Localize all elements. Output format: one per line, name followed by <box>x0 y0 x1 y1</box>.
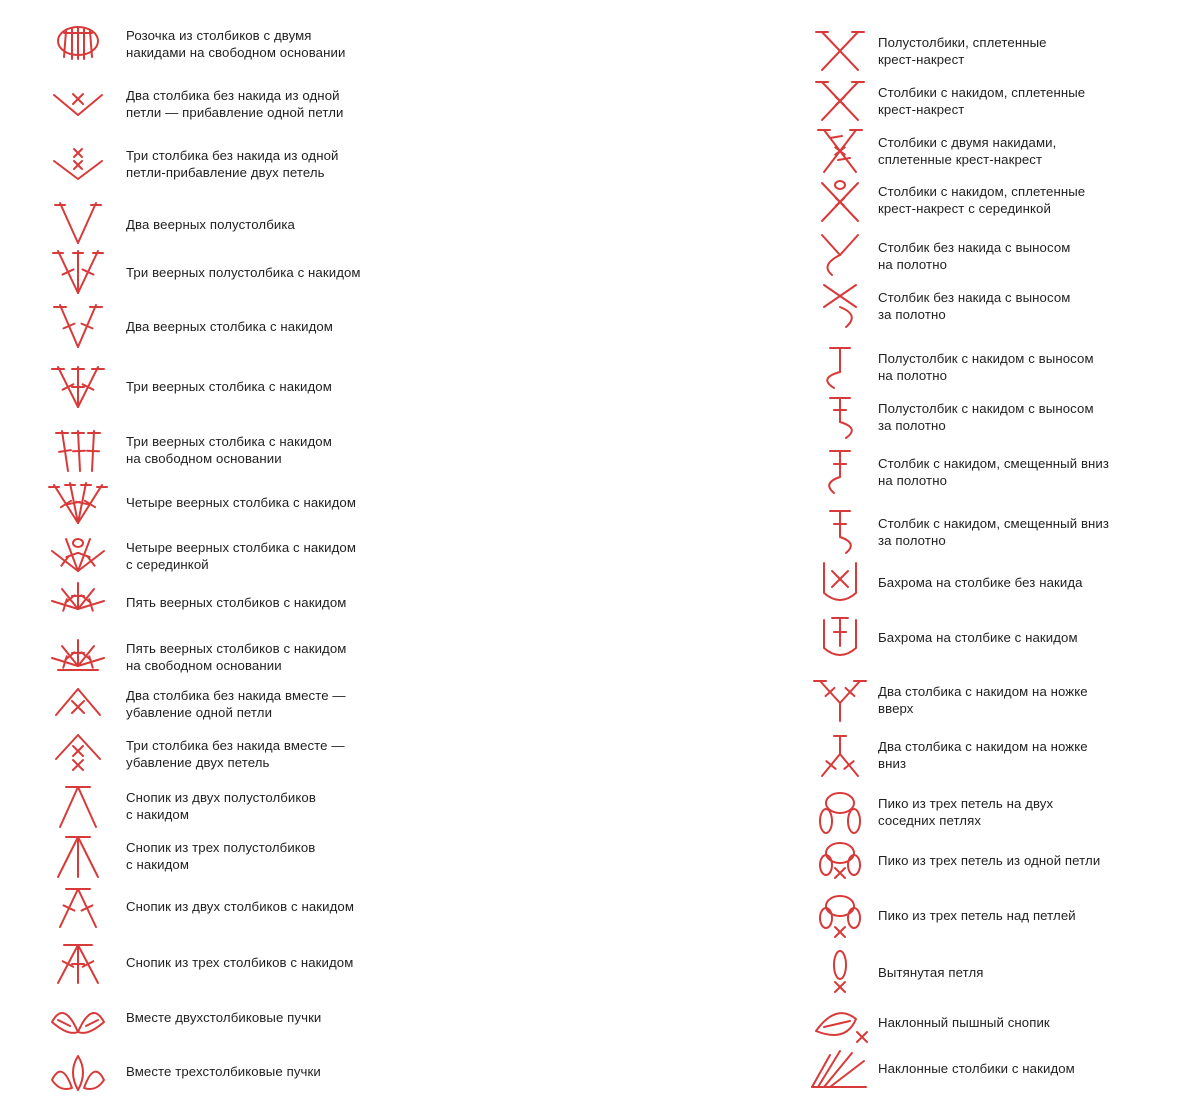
legend-label-line: за полотно <box>878 533 946 548</box>
legend-label-line: Снопик из двух столбиков с накидом <box>126 898 354 914</box>
legend-label <box>126 87 396 121</box>
legend-label-line: Столбик с накидом, смещенный вниз <box>878 456 1110 471</box>
legend-label-line: на полотно <box>878 368 948 383</box>
legend-label <box>126 27 396 61</box>
legend-label-line: Столбик с накидом, смещенный вниз <box>878 516 1110 531</box>
legend-label-line: сплетенные крест-накрест <box>878 152 1043 167</box>
legend-label <box>878 84 1188 118</box>
legend-label <box>878 964 1188 981</box>
legend-label-line: Три веерных полустолбика с накидом <box>126 264 361 280</box>
legend-label-line: Полустолбик с накидом с выносом <box>878 351 1094 366</box>
crochet-two-sc-increase-icon <box>48 79 108 129</box>
crochet-crossed-hdc-icon-glyph <box>810 26 870 76</box>
legend-label <box>878 34 1188 68</box>
legend-label <box>878 289 1188 323</box>
legend-label-line: вниз <box>878 756 907 771</box>
legend-label-line: Наклонные столбики с накидом <box>878 1060 1075 1076</box>
legend-label <box>878 134 1188 168</box>
crochet-three-puff-bobble-icon-glyph <box>48 1046 108 1096</box>
crochet-fringe-sc-icon-glyph <box>810 557 870 607</box>
crochet-three-hdc-cluster-icon <box>48 831 108 881</box>
crochet-four-dc-fan-center-icon-glyph <box>48 531 108 581</box>
legend-label-line: на полотно <box>878 473 948 488</box>
crochet-two-puff-bobble-icon <box>48 992 108 1042</box>
crochet-slanted-dc-icon-glyph <box>810 1043 870 1093</box>
crochet-elongated-loop-icon-glyph <box>810 947 870 997</box>
legend-label <box>878 683 1188 717</box>
crochet-y-stitch-down-icon <box>810 730 870 780</box>
legend-label-line: Два столбика с накидом на ножке <box>878 684 1088 699</box>
crochet-y-stitch-down-icon-glyph <box>810 730 870 780</box>
legend-label-line: Два веерных столбика с накидом <box>126 318 333 334</box>
crochet-back-post-dc-spike-icon-glyph <box>810 507 870 557</box>
legend-label <box>126 433 396 467</box>
legend-label <box>126 378 396 395</box>
crochet-two-dc-fan-icon <box>48 301 108 351</box>
crochet-five-dc-fan-free-base-icon <box>48 632 108 682</box>
legend-label-line: петли — прибавление одной петли <box>126 105 344 120</box>
legend-label-line: Розочка из столбиков с двумя <box>126 28 312 43</box>
crochet-three-dc-cluster-icon-glyph <box>48 937 108 987</box>
crochet-three-hdc-fan-icon <box>48 247 108 297</box>
crochet-crossed-hdc-icon <box>810 26 870 76</box>
legend-label <box>126 147 396 181</box>
legend-label <box>878 629 1188 646</box>
crochet-sc2tog-icon <box>48 679 108 729</box>
legend-label-line: Три веерных столбика с накидом <box>126 434 332 449</box>
legend-label-line: Три столбика без накида из одной <box>126 148 339 163</box>
legend-label <box>878 574 1188 591</box>
legend-label <box>878 738 1188 772</box>
crochet-sc3tog-icon <box>48 729 108 779</box>
crochet-elongated-loop-icon <box>810 947 870 997</box>
legend-label <box>126 1009 396 1026</box>
crochet-front-post-sc-icon <box>810 231 870 281</box>
legend-label-line: Два столбика без накида вместе — <box>126 688 346 703</box>
legend-label-line: Снопик из трех полустолбиков <box>126 840 316 855</box>
legend-label-line: соседних петлях <box>878 813 982 828</box>
legend-label-line: петли-прибавление двух петель <box>126 165 325 180</box>
legend-label-line: Вытянутая петля <box>878 964 984 980</box>
crochet-three-dc-cluster-icon <box>48 937 108 987</box>
crochet-y-stitch-up-icon <box>810 675 870 725</box>
crochet-three-dc-fan-free-base-icon-glyph <box>48 425 108 475</box>
legend-label <box>878 350 1188 384</box>
crochet-two-dc-fan-icon-glyph <box>48 301 108 351</box>
legend-label-line: Четыре веерных столбика с накидом <box>126 540 357 555</box>
crochet-puff-rosette-icon-glyph <box>48 19 108 69</box>
crochet-front-post-dc-spike-icon-glyph <box>810 447 870 497</box>
legend-label <box>126 594 396 611</box>
legend-label-line: за полотно <box>878 418 946 433</box>
legend-label <box>126 898 396 915</box>
crochet-crossed-tr-icon <box>810 126 870 176</box>
legend-label-line: Два столбика с накидом на ножке <box>878 739 1088 754</box>
legend-label-line: на свободном основании <box>126 658 282 673</box>
crochet-puff-rosette-icon <box>48 19 108 69</box>
crochet-two-hdc-cluster-icon <box>48 781 108 831</box>
legend-label <box>878 907 1188 924</box>
crochet-back-post-hdc-icon <box>810 392 870 442</box>
crochet-three-dc-fan-icon-glyph <box>48 361 108 411</box>
crochet-four-dc-fan-icon-glyph <box>48 477 108 527</box>
crochet-three-dc-fan-icon <box>48 361 108 411</box>
legend-label-line: Наклонный пышный снопик <box>878 1014 1050 1030</box>
legend-label-line: убавление двух петель <box>126 755 270 770</box>
legend-label-line: Полустолбики, сплетенные <box>878 35 1047 50</box>
crochet-picot-over-loop-icon-glyph <box>810 890 870 940</box>
legend-label-line: Пико из трех петель из одной петли <box>878 852 1101 868</box>
legend-label <box>126 640 396 674</box>
legend-label <box>126 954 396 971</box>
legend-label-line: Пять веерных столбиков с накидом <box>126 594 347 610</box>
legend-label-line: Пико из трех петель на двух <box>878 796 1054 811</box>
legend-label-line: Три веерных столбика с накидом <box>126 378 332 394</box>
legend-label <box>126 737 396 771</box>
legend-label-line: Бахрома на столбике без накида <box>878 574 1083 590</box>
legend-label-line: убавление одной петли <box>126 705 273 720</box>
legend-label-line: вверх <box>878 701 914 716</box>
crochet-three-hdc-fan-icon-glyph <box>48 247 108 297</box>
legend-label <box>878 400 1188 434</box>
legend-label <box>126 539 396 573</box>
crochet-front-post-sc-icon-glyph <box>810 231 870 281</box>
legend-label-line: Столбики с накидом, сплетенные <box>878 85 1086 100</box>
crochet-two-hdc-fan-icon <box>48 199 108 249</box>
crochet-crossed-tr-icon-glyph <box>810 126 870 176</box>
crochet-fringe-dc-icon-glyph <box>810 612 870 662</box>
legend-label-line: накидами на свободном основании <box>126 45 346 60</box>
crochet-back-post-sc-icon <box>810 281 870 331</box>
legend-label <box>878 183 1188 217</box>
crochet-two-dc-cluster-icon-glyph <box>48 881 108 931</box>
crochet-fringe-sc-icon <box>810 557 870 607</box>
crochet-five-dc-fan-free-base-icon-glyph <box>48 632 108 682</box>
legend-label <box>878 239 1188 273</box>
legend-label <box>126 789 396 823</box>
crochet-five-dc-fan-icon-glyph <box>48 577 108 627</box>
legend-label <box>878 455 1188 489</box>
crochet-three-hdc-cluster-icon-glyph <box>48 831 108 881</box>
crochet-picot-two-loops-icon <box>810 787 870 837</box>
legend-label-line: Два веерных полустолбика <box>126 216 295 232</box>
crochet-two-hdc-fan-icon-glyph <box>48 199 108 249</box>
crochet-three-sc-increase-icon-glyph <box>48 139 108 189</box>
legend-label-line: Столбик без накида с выносом <box>878 240 1071 255</box>
legend-label-line: Бахрома на столбике с накидом <box>878 629 1078 645</box>
legend-label-line: с накидом <box>126 857 190 872</box>
crochet-crossed-dc-icon <box>810 76 870 126</box>
legend-label-line: Вместе трехстолбиковые пучки <box>126 1063 321 1079</box>
legend-label-line: Столбик без накида с выносом <box>878 290 1071 305</box>
legend-label-line: Снопик из трех столбиков с накидом <box>126 954 354 970</box>
legend-label-line: Четыре веерных столбика с накидом <box>126 494 357 510</box>
crochet-three-dc-fan-free-base-icon <box>48 425 108 475</box>
crochet-slanted-dc-icon <box>810 1043 870 1093</box>
crochet-y-stitch-up-icon-glyph <box>810 675 870 725</box>
legend-label-line: с серединкой <box>126 557 209 572</box>
crochet-crossed-dc-icon-glyph <box>810 76 870 126</box>
legend-label-line: Пико из трех петель над петлей <box>878 907 1076 923</box>
crochet-crossed-dc-center-icon-glyph <box>810 175 870 225</box>
legend-label <box>878 1014 1188 1031</box>
crochet-back-post-hdc-icon-glyph <box>810 392 870 442</box>
legend-label-line: Три столбика без накида вместе — <box>126 738 345 753</box>
legend-label-line: Столбики с накидом, сплетенные <box>878 184 1086 199</box>
legend-label <box>126 839 396 873</box>
crochet-slanted-puff-icon <box>810 997 870 1047</box>
legend-label-line: Столбики с двумя накидами, <box>878 135 1057 150</box>
legend-label <box>126 1063 396 1080</box>
legend-label-line: крест-накрест с серединкой <box>878 201 1051 216</box>
legend-label <box>878 1060 1188 1077</box>
legend-label <box>878 515 1188 549</box>
legend-label-line: с накидом <box>126 807 190 822</box>
legend-label <box>126 216 396 233</box>
legend-label-line: Снопик из двух полустолбиков <box>126 790 316 805</box>
crochet-fringe-dc-icon <box>810 612 870 662</box>
crochet-four-dc-fan-center-icon <box>48 531 108 581</box>
crochet-picot-two-loops-icon-glyph <box>810 787 870 837</box>
legend-label-line: Вместе двухстолбиковые пучки <box>126 1009 322 1025</box>
legend-label-line: на свободном основании <box>126 451 282 466</box>
legend-label <box>126 687 396 721</box>
legend-label <box>878 852 1188 869</box>
crochet-front-post-hdc-icon-glyph <box>810 342 870 392</box>
crochet-back-post-sc-icon-glyph <box>810 281 870 331</box>
crochet-picot-one-loop-icon <box>810 835 870 885</box>
legend-label <box>126 264 396 281</box>
crochet-sc2tog-icon-glyph <box>48 679 108 729</box>
crochet-sc3tog-icon-glyph <box>48 729 108 779</box>
legend-label-line: крест-накрест <box>878 102 965 117</box>
crochet-five-dc-fan-icon <box>48 577 108 627</box>
crochet-back-post-dc-spike-icon <box>810 507 870 557</box>
crochet-slanted-puff-icon-glyph <box>810 997 870 1047</box>
legend-label-line: на полотно <box>878 257 948 272</box>
crochet-front-post-dc-spike-icon <box>810 447 870 497</box>
legend-label-line: Пять веерных столбиков с накидом <box>126 641 347 656</box>
crochet-two-puff-bobble-icon-glyph <box>48 992 108 1042</box>
legend-label <box>878 795 1188 829</box>
crochet-two-sc-increase-icon-glyph <box>48 79 108 129</box>
crochet-two-hdc-cluster-icon-glyph <box>48 781 108 831</box>
crochet-two-dc-cluster-icon <box>48 881 108 931</box>
crochet-picot-over-loop-icon <box>810 890 870 940</box>
crochet-four-dc-fan-icon <box>48 477 108 527</box>
legend-label-line: Два столбика без накида из одной <box>126 88 340 103</box>
crochet-three-sc-increase-icon <box>48 139 108 189</box>
legend-label-line: Полустолбик с накидом с выносом <box>878 401 1094 416</box>
crochet-front-post-hdc-icon <box>810 342 870 392</box>
crochet-picot-one-loop-icon-glyph <box>810 835 870 885</box>
legend-label-line: за полотно <box>878 307 946 322</box>
legend-label <box>126 494 396 511</box>
crochet-crossed-dc-center-icon <box>810 175 870 225</box>
crochet-three-puff-bobble-icon <box>48 1046 108 1096</box>
legend-label-line: крест-накрест <box>878 52 965 67</box>
legend-label <box>126 318 396 335</box>
